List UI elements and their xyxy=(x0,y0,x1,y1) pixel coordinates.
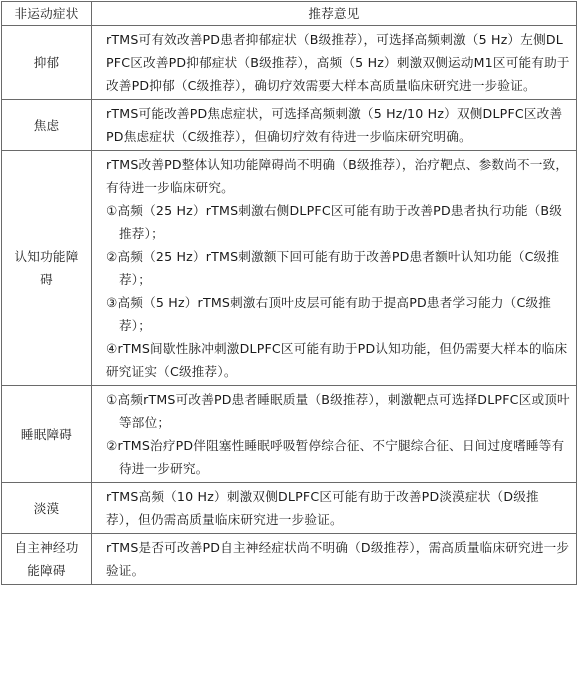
opinion-text: rTMS高频（10 Hz）刺激双侧DLPFC区可能有助于改善PD淡漠症状（D级推荐），但仍需高质量临床研究进一步验证。 xyxy=(106,489,539,527)
opinion-cell xyxy=(92,151,577,386)
opinion-item: ①高频rTMS可改善PD患者睡眠质量（B级推荐），刺激靶点可选择DLPFC区或顶叶等部位； xyxy=(106,392,570,430)
opinion-item: ②高频（25 Hz）rTMS刺激额下回可能有助于改善PD患者额叶认知功能（C级推荐）； xyxy=(106,249,560,287)
opinion-item: ①高频（25 Hz）rTMS刺激右侧DLPFC区可能有助于改善PD患者执行功能（B级推荐）； xyxy=(106,203,563,241)
opinion-item: ③高频（5 Hz）rTMS刺激右顶叶皮层可能有助于提高PD患者学习能力（C级推荐）； xyxy=(106,295,552,333)
table-row xyxy=(2,534,577,585)
symptom-cell: 自主神经功能障碍 xyxy=(2,534,92,585)
symptom-cell: 淡漠 xyxy=(2,483,92,534)
opinion-cell xyxy=(92,26,577,100)
symptom-cell: 焦虑 xyxy=(2,100,92,151)
opinion-text: rTMS可能改善PD焦虑症状，可选择高频刺激（5 Hz/10 Hz）双侧DLPFC区改善PD焦虑症状（C级推荐），但确切疗效有待进一步临床研究明确。 xyxy=(106,106,563,144)
table-row xyxy=(2,483,577,534)
header-symptom: 非运动症状 xyxy=(2,2,92,26)
table-row xyxy=(2,151,577,386)
recommendation-table xyxy=(1,1,577,585)
opinion-item: ④rTMS间歇性脉冲刺激DLPFC区可能有助于PD认知功能，但仍需要大样本的临床研究证实（C级推荐）。 xyxy=(106,341,568,379)
symptom-cell: 认知功能障碍 xyxy=(2,151,92,386)
table-row xyxy=(2,100,577,151)
header-opinion: 推荐意见 xyxy=(92,2,577,26)
opinion-text: rTMS改善PD整体认知功能障碍尚不明确（B级推荐），治疗靶点、参数尚不一致，有待进一步临床研究。 xyxy=(106,157,569,195)
opinion-cell xyxy=(92,100,577,151)
table-row xyxy=(2,26,577,100)
opinion-item: ②rTMS治疗PD伴阻塞性睡眠呼吸暂停综合征、不宁腿综合征、日间过度嗜睡等有待进一步研究。 xyxy=(106,438,565,476)
table-row xyxy=(2,386,577,483)
opinion-text: rTMS可有效改善PD患者抑郁症状（B级推荐），可选择高频刺激（5 Hz）左侧DLPFC区改善PD抑郁症状（B级推荐），高频（5 Hz）刺激双侧运动M1区可能有助于改善PD抑郁（C级推荐），确切疗效需要大样本高质量临床研究进一步验证。 xyxy=(106,32,570,93)
opinion-text: rTMS是否可改善PD自主神经症状尚不明确（D级推荐），需高质量临床研究进一步验证。 xyxy=(106,540,570,578)
symptom-cell: 睡眠障碍 xyxy=(2,386,92,483)
opinion-cell xyxy=(92,534,577,585)
opinion-cell xyxy=(92,386,577,483)
opinion-cell xyxy=(92,483,577,534)
table-header-row xyxy=(2,2,577,26)
symptom-cell: 抑郁 xyxy=(2,26,92,100)
